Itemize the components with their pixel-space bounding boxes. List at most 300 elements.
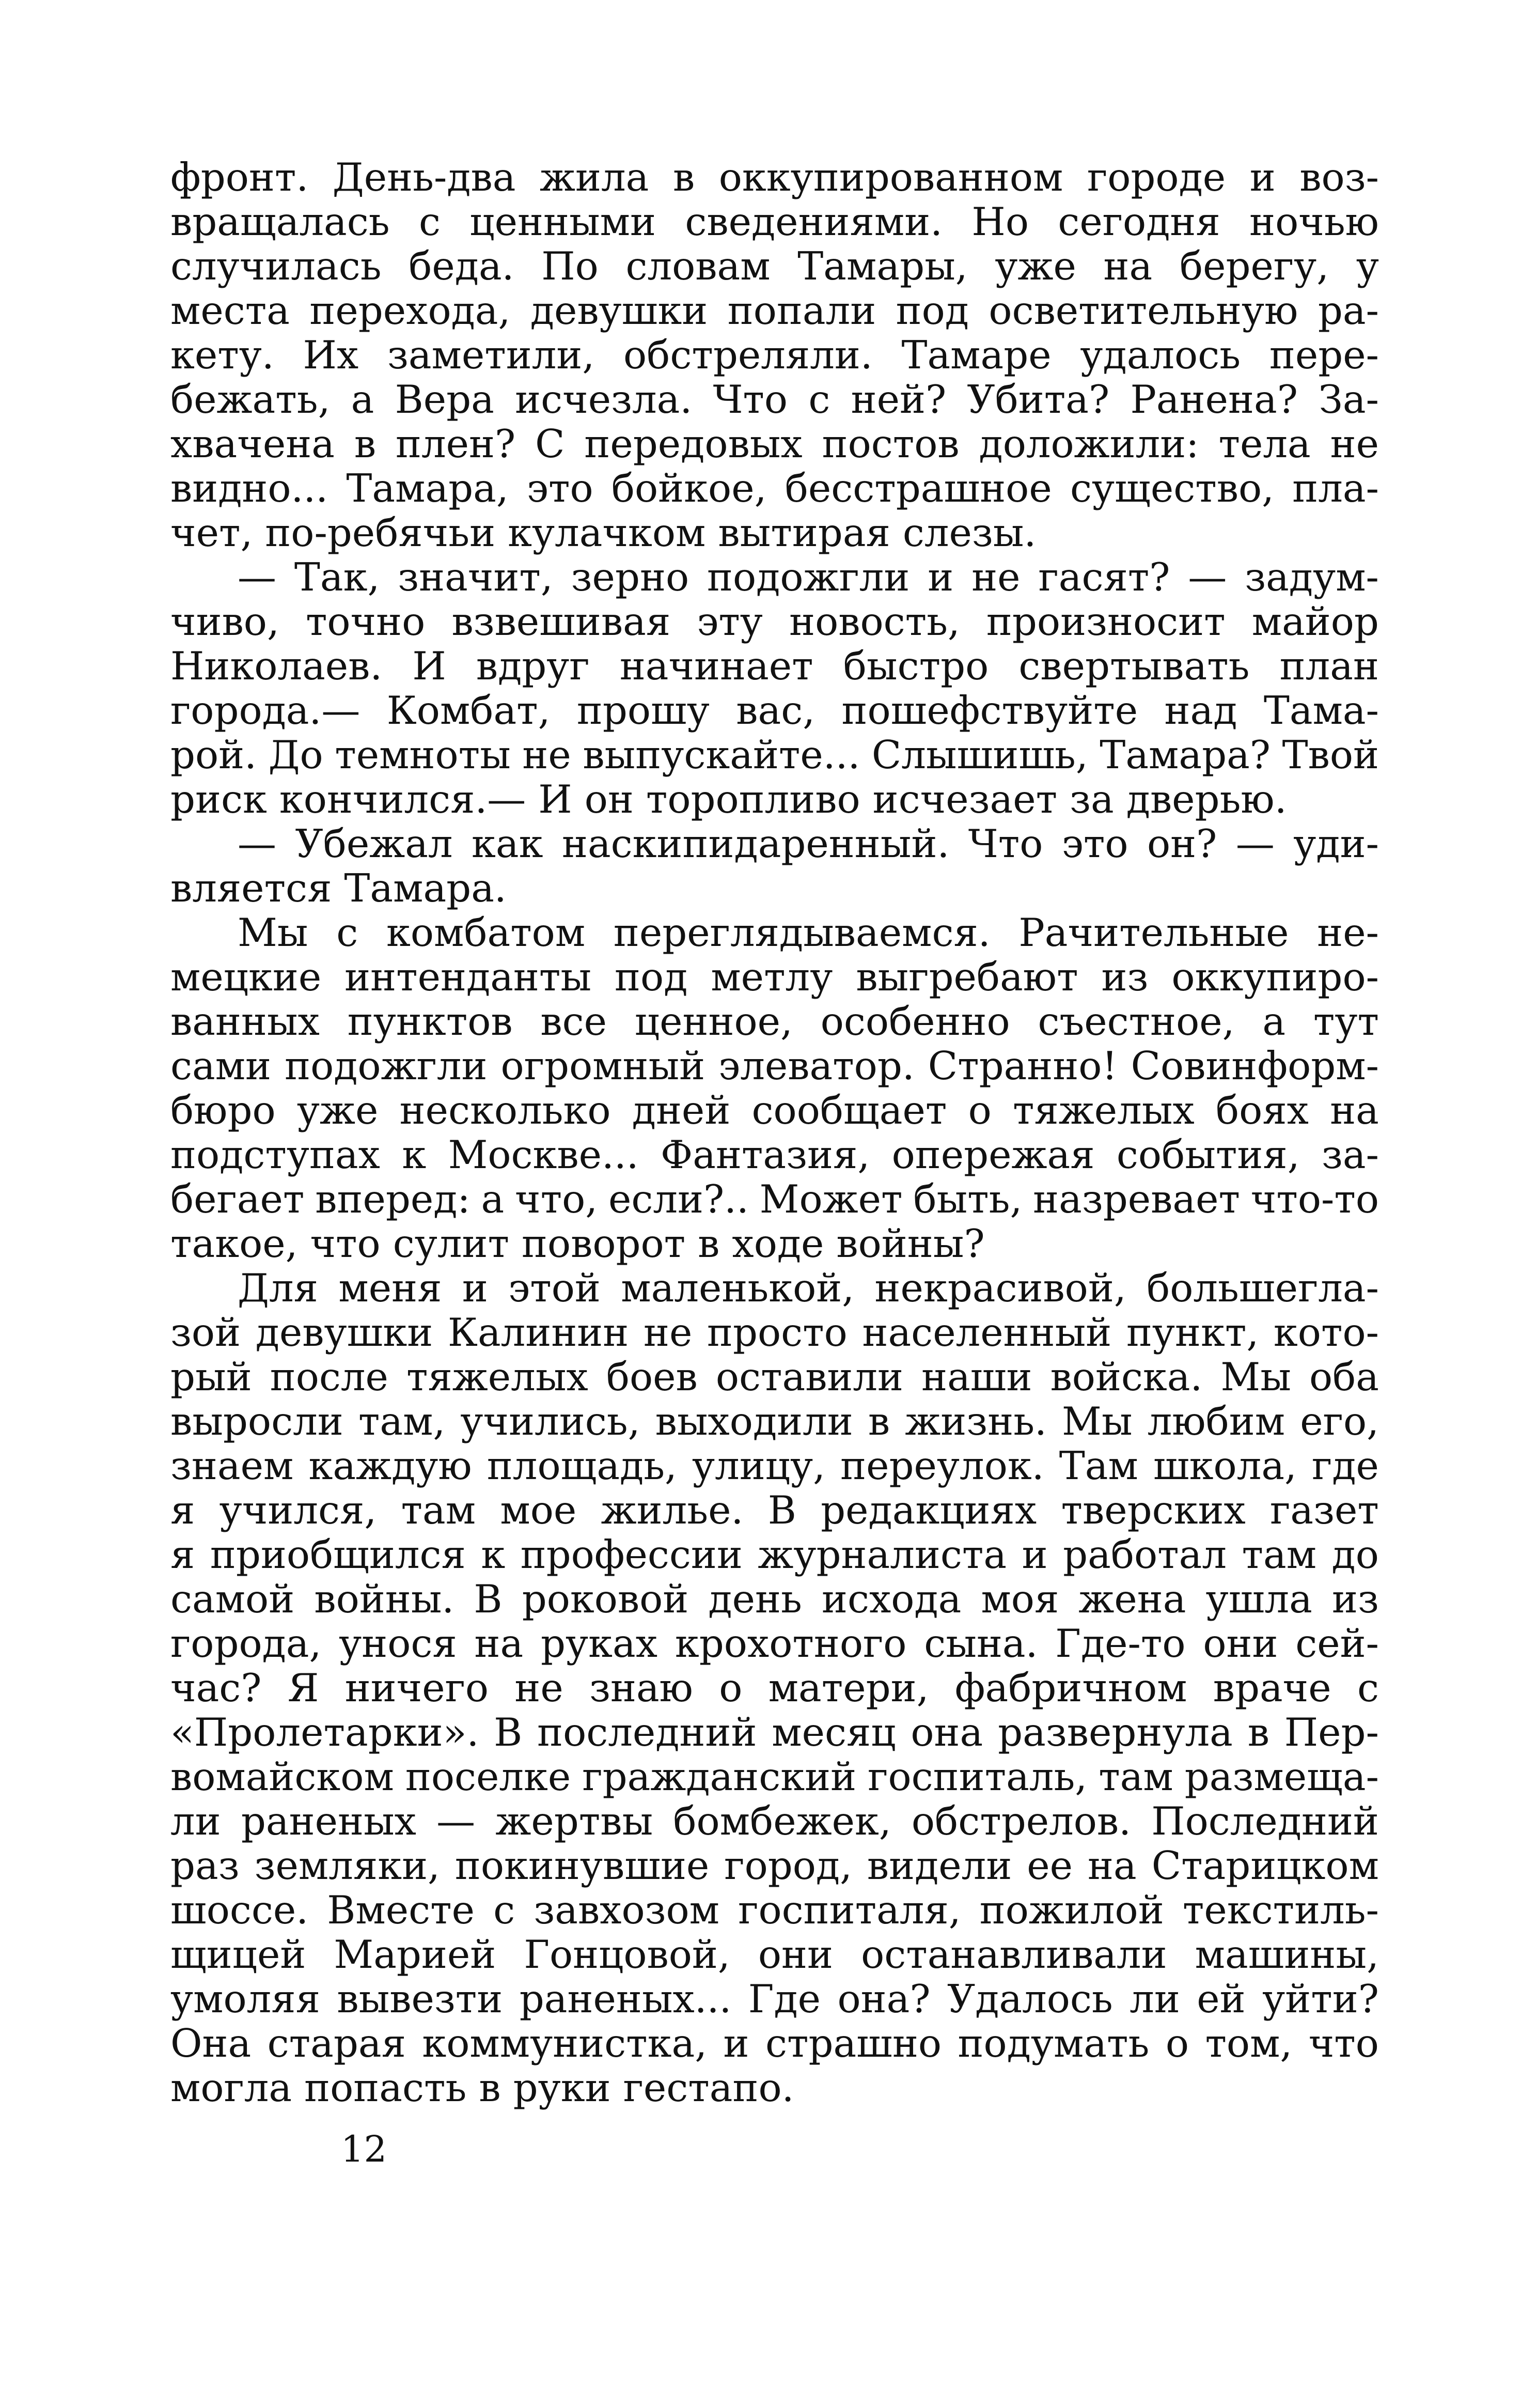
word: раненых [241, 1798, 416, 1844]
word: шоссе. [170, 1887, 309, 1933]
word: умоляя [170, 1976, 320, 2022]
word: завхозом [534, 1887, 720, 1933]
word: город, [724, 1843, 852, 1888]
word: подожгли [707, 554, 910, 600]
text-line [170, 1799, 1379, 1843]
text-line [170, 1888, 1379, 1932]
text-line [170, 1443, 1379, 1488]
word: Комбат, [386, 688, 551, 733]
word: враче [1213, 1665, 1331, 1711]
word: ходе [732, 1221, 824, 1266]
word: дверью. [1126, 776, 1287, 822]
word: бегает [170, 1176, 305, 1222]
text-line [170, 1754, 1379, 1799]
word: такое, [170, 1221, 298, 1266]
word: задум- [1245, 554, 1379, 600]
word: До [268, 732, 323, 778]
word: оккупированном [718, 154, 1063, 200]
word: и [723, 2021, 749, 2066]
word: интенданты [344, 954, 592, 1000]
word: Но [971, 199, 1029, 244]
word: вляется [170, 865, 332, 911]
word: городе [1087, 154, 1226, 200]
word: учился, [219, 1487, 377, 1533]
word: ночью [1249, 199, 1379, 244]
word: Твой [1282, 732, 1379, 778]
word: Пер- [1284, 1710, 1379, 1755]
word: Тама- [1263, 688, 1379, 733]
word: улицу, [692, 1443, 826, 1488]
text-line [170, 199, 1379, 244]
word: день [708, 1576, 802, 1622]
word: она [911, 1710, 983, 1755]
word: вомайском [170, 1754, 394, 1799]
word: Убежал [295, 821, 453, 866]
word: матери, [768, 1665, 929, 1711]
word: — [238, 821, 276, 866]
word: ли [170, 1798, 221, 1844]
word: пунктов [347, 999, 513, 1044]
word: останавливали [861, 1932, 1167, 1977]
word: за- [1321, 1132, 1379, 1177]
word: попасть [304, 2065, 467, 2110]
word: Тамара. [344, 865, 507, 911]
word: жизнь. [905, 1399, 1047, 1444]
word: наши [921, 1354, 1032, 1400]
word: съестное, [1038, 999, 1235, 1044]
word: за [1070, 776, 1114, 822]
word: он? [1147, 821, 1217, 866]
word: вывезти [337, 1976, 503, 2022]
text-line [170, 1488, 1379, 1532]
text-line [170, 1044, 1379, 1088]
word: И [538, 776, 572, 822]
word: доложили: [979, 421, 1199, 467]
word: а [351, 377, 374, 422]
word: в [868, 1399, 890, 1444]
text-line [170, 377, 1379, 422]
word: оба [1309, 1354, 1379, 1400]
word: все [540, 999, 607, 1044]
word: и [1249, 154, 1276, 200]
word: тут [1313, 999, 1379, 1044]
word: случилась [170, 243, 382, 289]
word: там [401, 1487, 476, 1533]
word: войска. [1050, 1354, 1203, 1400]
word: выходили [655, 1399, 853, 1444]
text-line [170, 1666, 1379, 1710]
word: госпиталь, [868, 1754, 1088, 1799]
word: девушки [530, 288, 708, 333]
word: мецкие [170, 954, 322, 1000]
word: руках [541, 1621, 658, 1666]
text-line [170, 1266, 1379, 1310]
word: — [1235, 821, 1275, 866]
word: торопливо [646, 776, 860, 822]
word: города, [170, 1621, 322, 1666]
word: Убита? [967, 377, 1110, 422]
word: любим [1147, 1399, 1285, 1444]
word: том, [1205, 2021, 1293, 2066]
word: что [1308, 2021, 1379, 2066]
word: в [479, 2065, 501, 2110]
word: поселке [405, 1754, 571, 1799]
word: просто [707, 1310, 848, 1355]
word: ли [1130, 1976, 1180, 2022]
word: начинает [619, 643, 813, 689]
word: За- [1319, 377, 1379, 422]
word: значит, [398, 554, 553, 600]
word: бойкое, [611, 465, 767, 511]
word: под [615, 954, 688, 1000]
word: беда. [409, 243, 514, 289]
word: словам [625, 243, 771, 289]
word: — [238, 554, 276, 600]
word: к [481, 1532, 506, 1577]
text-line [170, 2021, 1379, 2065]
word: оставили [715, 1354, 904, 1400]
text-line [170, 821, 1379, 866]
word: наскипидаренный. [561, 821, 950, 866]
word: работал [1063, 1532, 1227, 1577]
word: Гонцовой, [524, 1932, 730, 1977]
word: уже [296, 1088, 379, 1133]
word: раненых... [519, 1976, 732, 2022]
word: покинувшие [454, 1843, 710, 1888]
word: в [354, 421, 377, 467]
word: Тамара, [346, 465, 509, 511]
word: последний [537, 1710, 757, 1755]
word: ничего [344, 1665, 489, 1711]
word: моя [981, 1576, 1059, 1622]
word: сегодня [1058, 199, 1220, 244]
word: в [698, 1221, 720, 1266]
text-line [170, 1710, 1379, 1754]
word: Мы [238, 910, 308, 955]
word: с [808, 377, 830, 422]
word: Где-то [1055, 1621, 1186, 1666]
text-line [170, 244, 1379, 288]
word: раз [170, 1843, 240, 1888]
word: поворот [521, 1221, 686, 1266]
word: Так, [294, 554, 380, 600]
word: постов [822, 421, 960, 467]
word: знаем [170, 1443, 294, 1488]
text-line [170, 688, 1379, 733]
word: с [336, 910, 358, 955]
word: после [270, 1354, 388, 1400]
word: они [758, 1932, 833, 1977]
word: города.— [170, 688, 360, 733]
text-line [170, 1310, 1379, 1355]
word: роковой [522, 1576, 689, 1622]
word: самой [170, 1576, 295, 1622]
text-line [170, 1177, 1379, 1221]
word: Тамара? [1100, 732, 1271, 778]
word: тверских [1061, 1487, 1246, 1533]
word: о [1165, 2021, 1189, 2066]
word: перехода, [309, 288, 511, 333]
word: Там [1059, 1443, 1138, 1488]
word: о [719, 1665, 743, 1711]
word: исхода [821, 1576, 962, 1622]
word: пункт, [1126, 1310, 1259, 1355]
word: не [643, 1310, 693, 1355]
word: не [971, 554, 1021, 600]
word: подожгли [285, 1043, 488, 1089]
word: Слышишь, [871, 732, 1088, 778]
word: на [474, 1621, 524, 1666]
word: этой [508, 1265, 601, 1311]
word: на [1103, 243, 1153, 289]
word: это [526, 465, 593, 511]
word: если?.. [608, 1176, 749, 1222]
word: Для [238, 1265, 318, 1311]
word: ванных [170, 999, 320, 1044]
word: она? [837, 1976, 931, 2022]
word: существо, [1070, 465, 1274, 511]
word: я [170, 1532, 195, 1577]
word: Мы [1062, 1399, 1133, 1444]
word: не [514, 1665, 563, 1711]
text-line [170, 1221, 1379, 1266]
word: пошефствуйте [841, 688, 1138, 733]
word: Последний [1151, 1798, 1379, 1844]
word: и [1022, 1532, 1048, 1577]
text-line [170, 2065, 1379, 2110]
word: каждую [308, 1443, 472, 1488]
word: — [436, 1798, 476, 1844]
word: гражданский [582, 1754, 857, 1799]
word: берегу, [1179, 243, 1329, 289]
word: вытирая [718, 510, 890, 555]
word: Мы [1220, 1354, 1291, 1400]
word: профессии [520, 1532, 743, 1577]
word: мое [500, 1487, 577, 1533]
text-line [170, 155, 1379, 199]
word: кету. [170, 332, 274, 378]
text-line [170, 1577, 1379, 1621]
word: некрасивой, [874, 1265, 1126, 1311]
word: на [1088, 1843, 1137, 1888]
word: подступах [170, 1132, 380, 1177]
word: ее [1027, 1843, 1073, 1888]
word: он [584, 776, 634, 822]
word: я [170, 1487, 195, 1533]
word: зерно [571, 554, 689, 600]
word: Удалось [947, 1976, 1113, 2022]
word: слезы. [902, 510, 1037, 555]
word: Николаев. [170, 643, 383, 689]
word: войны? [836, 1221, 985, 1266]
word: видели [867, 1843, 1012, 1888]
word: девушки [255, 1310, 433, 1355]
word: дней [632, 1088, 731, 1133]
word: Где [748, 1976, 821, 2022]
word: школа, [1153, 1443, 1297, 1488]
word: под [896, 288, 969, 333]
word: газет [1270, 1487, 1379, 1533]
word: жертвы [495, 1798, 653, 1844]
word: Может [759, 1176, 903, 1222]
word: из [1332, 1576, 1379, 1622]
word: видно... [170, 465, 328, 511]
word: что-то [1250, 1176, 1379, 1222]
word: сей- [1295, 1621, 1379, 1666]
word: тяжелых [406, 1354, 588, 1400]
text-line [170, 1621, 1379, 1666]
text-line [170, 733, 1379, 777]
text-line [170, 1132, 1379, 1177]
text-line [170, 999, 1379, 1044]
word: опережая [891, 1132, 1095, 1177]
word: старая [267, 2021, 406, 2066]
word: С [535, 421, 565, 467]
word: вперед: [315, 1176, 470, 1222]
word: И [412, 643, 446, 689]
word: с [1357, 1665, 1379, 1711]
word: сами [170, 1043, 272, 1089]
word: там [1242, 1532, 1317, 1577]
word: план [1279, 643, 1379, 689]
word: рый [170, 1354, 252, 1400]
word: боев [606, 1354, 698, 1400]
text-line [170, 1399, 1379, 1443]
word: в [1247, 1710, 1269, 1755]
text-line [170, 1088, 1379, 1132]
text-line [170, 466, 1379, 510]
word: Старицком [1151, 1843, 1379, 1888]
word: эту [697, 599, 763, 644]
word: Она [170, 2021, 252, 2066]
word: сулит [393, 1221, 509, 1266]
word: госпиталя, [738, 1887, 961, 1933]
word: к [402, 1132, 427, 1177]
word: руки [513, 2065, 611, 2110]
word: меня [338, 1265, 442, 1311]
word: зой [170, 1310, 241, 1355]
word: знаю [589, 1665, 693, 1711]
word: пожилой [979, 1887, 1164, 1933]
word: Что [968, 821, 1043, 866]
word: приобщился [210, 1532, 466, 1577]
word: точно [305, 599, 426, 644]
word: В [767, 1487, 796, 1533]
text-line [170, 1843, 1379, 1888]
word: несколько [399, 1088, 611, 1133]
text-line [170, 955, 1379, 999]
word: до [1331, 1532, 1379, 1577]
word: «Пролетарки». [170, 1710, 479, 1755]
word: по-ребячьи [265, 510, 496, 555]
word: уже [995, 243, 1076, 289]
text-line [170, 1932, 1379, 1977]
word: над [1164, 688, 1237, 733]
word: ушла [1205, 1576, 1312, 1622]
word: майор [1251, 599, 1379, 644]
word: Рачительные [1018, 910, 1289, 955]
word: унося [339, 1621, 457, 1666]
word: особенно [820, 999, 1010, 1044]
word: и [462, 1265, 488, 1311]
word: В [494, 1710, 523, 1755]
word: жена [1078, 1576, 1186, 1622]
word: рой. [170, 732, 257, 778]
word: удалось [1080, 332, 1241, 378]
word: свертывать [1018, 643, 1250, 689]
word: что [310, 1221, 381, 1266]
word: места [170, 288, 290, 333]
word: воз- [1299, 154, 1379, 200]
word: ей [1197, 1976, 1246, 2022]
word: плен? [395, 421, 516, 467]
word: пла- [1292, 465, 1379, 511]
word: в [672, 154, 695, 200]
text-line [170, 288, 1379, 333]
word: это [1061, 821, 1128, 866]
word: жилье. [601, 1487, 744, 1533]
word: обстрелов. [911, 1798, 1131, 1844]
text-line [170, 910, 1379, 955]
word: уйти? [1262, 1976, 1379, 2022]
word: выросли [170, 1399, 343, 1444]
word: попали [727, 288, 876, 333]
word: исчезла. [515, 377, 693, 422]
word: ценными [469, 199, 656, 244]
word: фабричном [954, 1665, 1187, 1711]
word: как [472, 821, 543, 866]
word: ценное, [634, 999, 793, 1044]
word: бесстрашное [785, 465, 1052, 511]
word: переулок. [840, 1443, 1044, 1488]
word: Тамаре [901, 332, 1052, 378]
text-line [170, 599, 1379, 644]
word: обстреляли. [623, 332, 873, 378]
word: редакциях [821, 1487, 1037, 1533]
word: бюро [170, 1088, 276, 1133]
word: хвачена [170, 421, 335, 467]
word: тела [1218, 421, 1311, 467]
word: страшно [765, 2021, 942, 2066]
word: журналиста [758, 1532, 1007, 1577]
word: и [928, 554, 954, 600]
word: День-два [332, 154, 516, 200]
word: чет, [170, 510, 253, 555]
word: В [474, 1576, 503, 1622]
word: Их [303, 332, 359, 378]
word: чиво, [170, 599, 279, 644]
word: огромный [500, 1043, 705, 1089]
word: что, [515, 1176, 598, 1222]
word: вас, [736, 688, 815, 733]
word: Фантазия, [660, 1132, 870, 1177]
word: Что [713, 377, 788, 422]
text-line [170, 866, 1379, 910]
word: переглядываемся. [613, 910, 991, 955]
word: выпускайте... [583, 732, 860, 778]
word: текстиль- [1182, 1887, 1379, 1933]
word: Вера [395, 377, 494, 422]
text-line [170, 1355, 1379, 1399]
word: произносит [986, 599, 1226, 644]
word: крохотного [675, 1621, 907, 1666]
word: взвешивая [451, 599, 671, 644]
word: Калинин [447, 1310, 629, 1355]
word: учились, [460, 1399, 640, 1444]
word: уди- [1293, 821, 1379, 866]
word: гестапо. [623, 2065, 794, 2110]
word: коммунистка, [422, 2021, 708, 2066]
